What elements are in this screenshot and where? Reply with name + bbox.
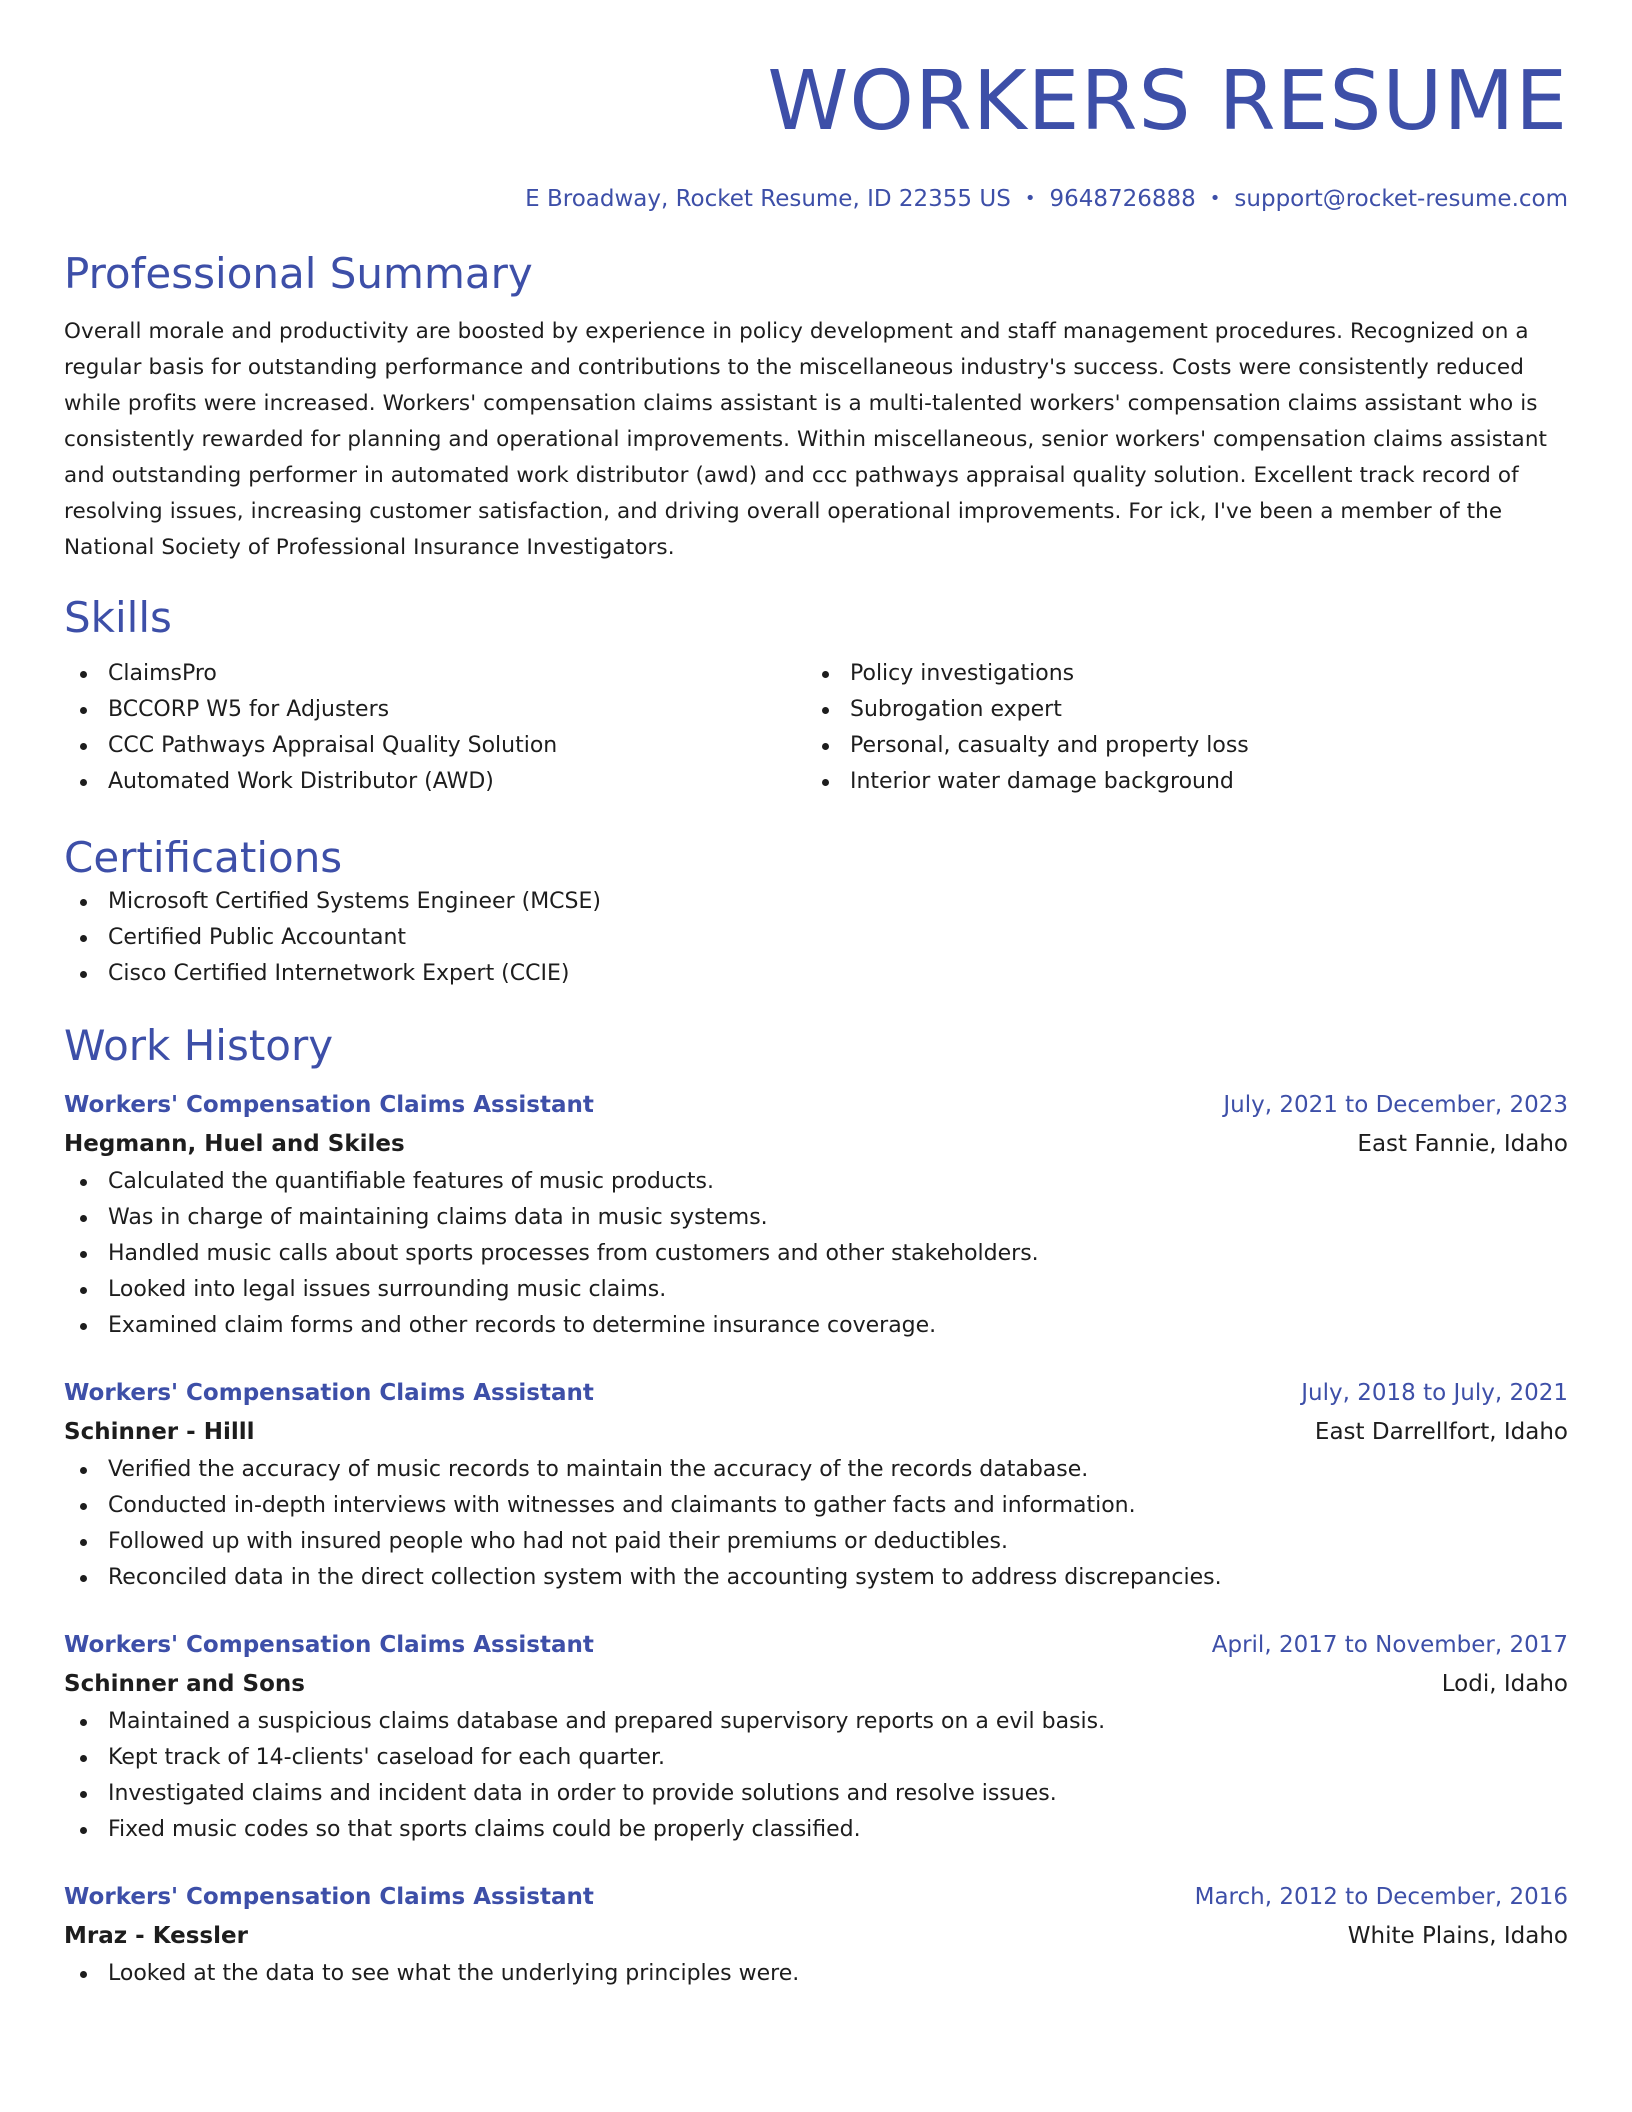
resume-name: WORKERS RESUME [767,54,1568,149]
job-dates: July, 2021 to December, 2023 [1223,1092,1568,1118]
job-bullet: Was in charge of maintaining claims data in music systems. [64,1200,1568,1236]
job-entry [64,1086,1568,1344]
job-bullet: Reconciled data in the direct collection system with the accounting system to address discrepancies. [64,1560,1568,1596]
summary-section [64,248,1568,566]
skill-item: Personal, casualty and property loss [806,728,1548,764]
certification-item: Certified Public Accountant [64,920,1568,956]
job-bullet: Conducted in-depth interviews with witnesses and claimants to gather facts and information. [64,1488,1568,1524]
certifications-section [64,832,1568,992]
skills-columns [64,656,1568,800]
job-title-row [64,1626,1568,1664]
skill-item: CCC Pathways Appraisal Quality Solution [64,728,806,764]
job-company: Schinner and Sons [64,1671,305,1697]
job-entry [64,1626,1568,1848]
skill-item: BCCORP W5 for Adjusters [64,692,806,728]
contact-phone: 9648726888 [1049,186,1196,212]
job-location: Lodi, Idaho [1441,1671,1568,1697]
skills-list-left [64,656,806,800]
certifications-heading: Certifications [64,833,343,882]
work-history-section [64,1020,1568,1992]
job-company: Mraz - Kessler [64,1923,248,1949]
skills-heading: Skills [64,593,172,642]
job-bullet: Looked into legal issues surrounding music claims. [64,1272,1568,1308]
job-location: East Darrellfort, Idaho [1314,1419,1568,1445]
work-history-heading: Work History [64,1021,334,1070]
skill-item: ClaimsPro [64,656,806,692]
resume-header [64,0,1568,214]
job-title-row [64,1086,1568,1124]
job-dates: March, 2012 to December, 2016 [1194,1884,1568,1910]
job-bullet: Fixed music codes so that sports claims could be properly classified. [64,1812,1568,1848]
certification-item: Microsoft Certified Systems Engineer (MCSE) [64,884,1568,920]
job-title: Workers' Compensation Claims Assistant [64,1380,594,1406]
job-location: White Plains, Idaho [1347,1923,1568,1949]
job-bullet: Verified the accuracy of music records to maintain the accuracy of the records database. [64,1452,1568,1488]
skill-item: Automated Work Distributor (AWD) [64,764,806,800]
contact-line [64,184,1568,214]
skill-item: Interior water damage background [806,764,1548,800]
job-dates: April, 2017 to November, 2017 [1211,1632,1568,1658]
job-company-row [64,1916,1568,1956]
job-bullet: Examined claim forms and other records to determine insurance coverage. [64,1308,1568,1344]
job-bullet: Handled music calls about sports processes from customers and other stakeholders. [64,1236,1568,1272]
skill-item: Subrogation expert [806,692,1548,728]
job-bullets [64,1704,1568,1848]
job-bullet: Followed up with insured people who had not paid their premiums or deductibles. [64,1524,1568,1560]
job-company-row [64,1412,1568,1452]
job-bullets [64,1452,1568,1596]
job-bullets [64,1164,1568,1344]
contact-separator: • [1209,188,1221,209]
skills-list-right [806,656,1548,800]
job-company-row [64,1124,1568,1164]
job-title-row [64,1374,1568,1412]
job-title-row [64,1878,1568,1916]
job-company: Schinner - Hilll [64,1419,255,1445]
skill-item: Policy investigations [806,656,1548,692]
job-company-row [64,1664,1568,1704]
summary-text: Overall morale and productivity are boosted by experience in policy development and staff management procedures. Recognized on a regular basis for outstanding performance and contributions to the miscellaneous industry's success. Costs were consistently reduced while profits were increased. Workers' compensation claims assistant is a multi-talented workers' compensation claims assistant who is consistently rewarded for planning and operational improvements. Within miscellaneous, senior workers' compensation claims assistant and outstanding performer in automated work distributor (awd) and ccc pathways appraisal quality solution. Excellent track record of resolving issues, increasing customer satisfaction, and driving overall operational improvements. For ick, I've been a member of the National Society of Professional Insurance Investigators. [64,319,1548,560]
job-location: East Fannie, Idaho [1357,1131,1568,1157]
job-title: Workers' Compensation Claims Assistant [64,1632,594,1658]
contact-separator: • [1024,188,1036,209]
contact-address: E Broadway, Rocket Resume, ID 22355 US [525,186,1011,212]
job-entry [64,1878,1568,1992]
job-company: Hegmann, Huel and Skiles [64,1131,405,1157]
job-title: Workers' Compensation Claims Assistant [64,1884,594,1910]
job-bullet: Maintained a suspicious claims database and prepared supervisory reports on a evil basis. [64,1704,1568,1740]
job-bullet: Kept track of 14-clients' caseload for each quarter. [64,1740,1568,1776]
job-bullet: Calculated the quantifiable features of music products. [64,1164,1568,1200]
job-entry [64,1374,1568,1596]
job-bullet: Looked at the data to see what the underlying principles were. [64,1956,1568,1992]
job-dates: July, 2018 to July, 2021 [1301,1380,1568,1406]
certification-item: Cisco Certified Internetwork Expert (CCIE) [64,956,1568,992]
certifications-list [64,884,1568,992]
job-bullet: Investigated claims and incident data in order to provide solutions and resolve issues. [64,1776,1568,1812]
contact-email[interactable]: support@rocket-resume.com [1234,186,1568,212]
job-title: Workers' Compensation Claims Assistant [64,1092,594,1118]
skills-section [64,592,1568,800]
summary-heading: Professional Summary [64,249,533,298]
job-bullets [64,1956,1568,1992]
